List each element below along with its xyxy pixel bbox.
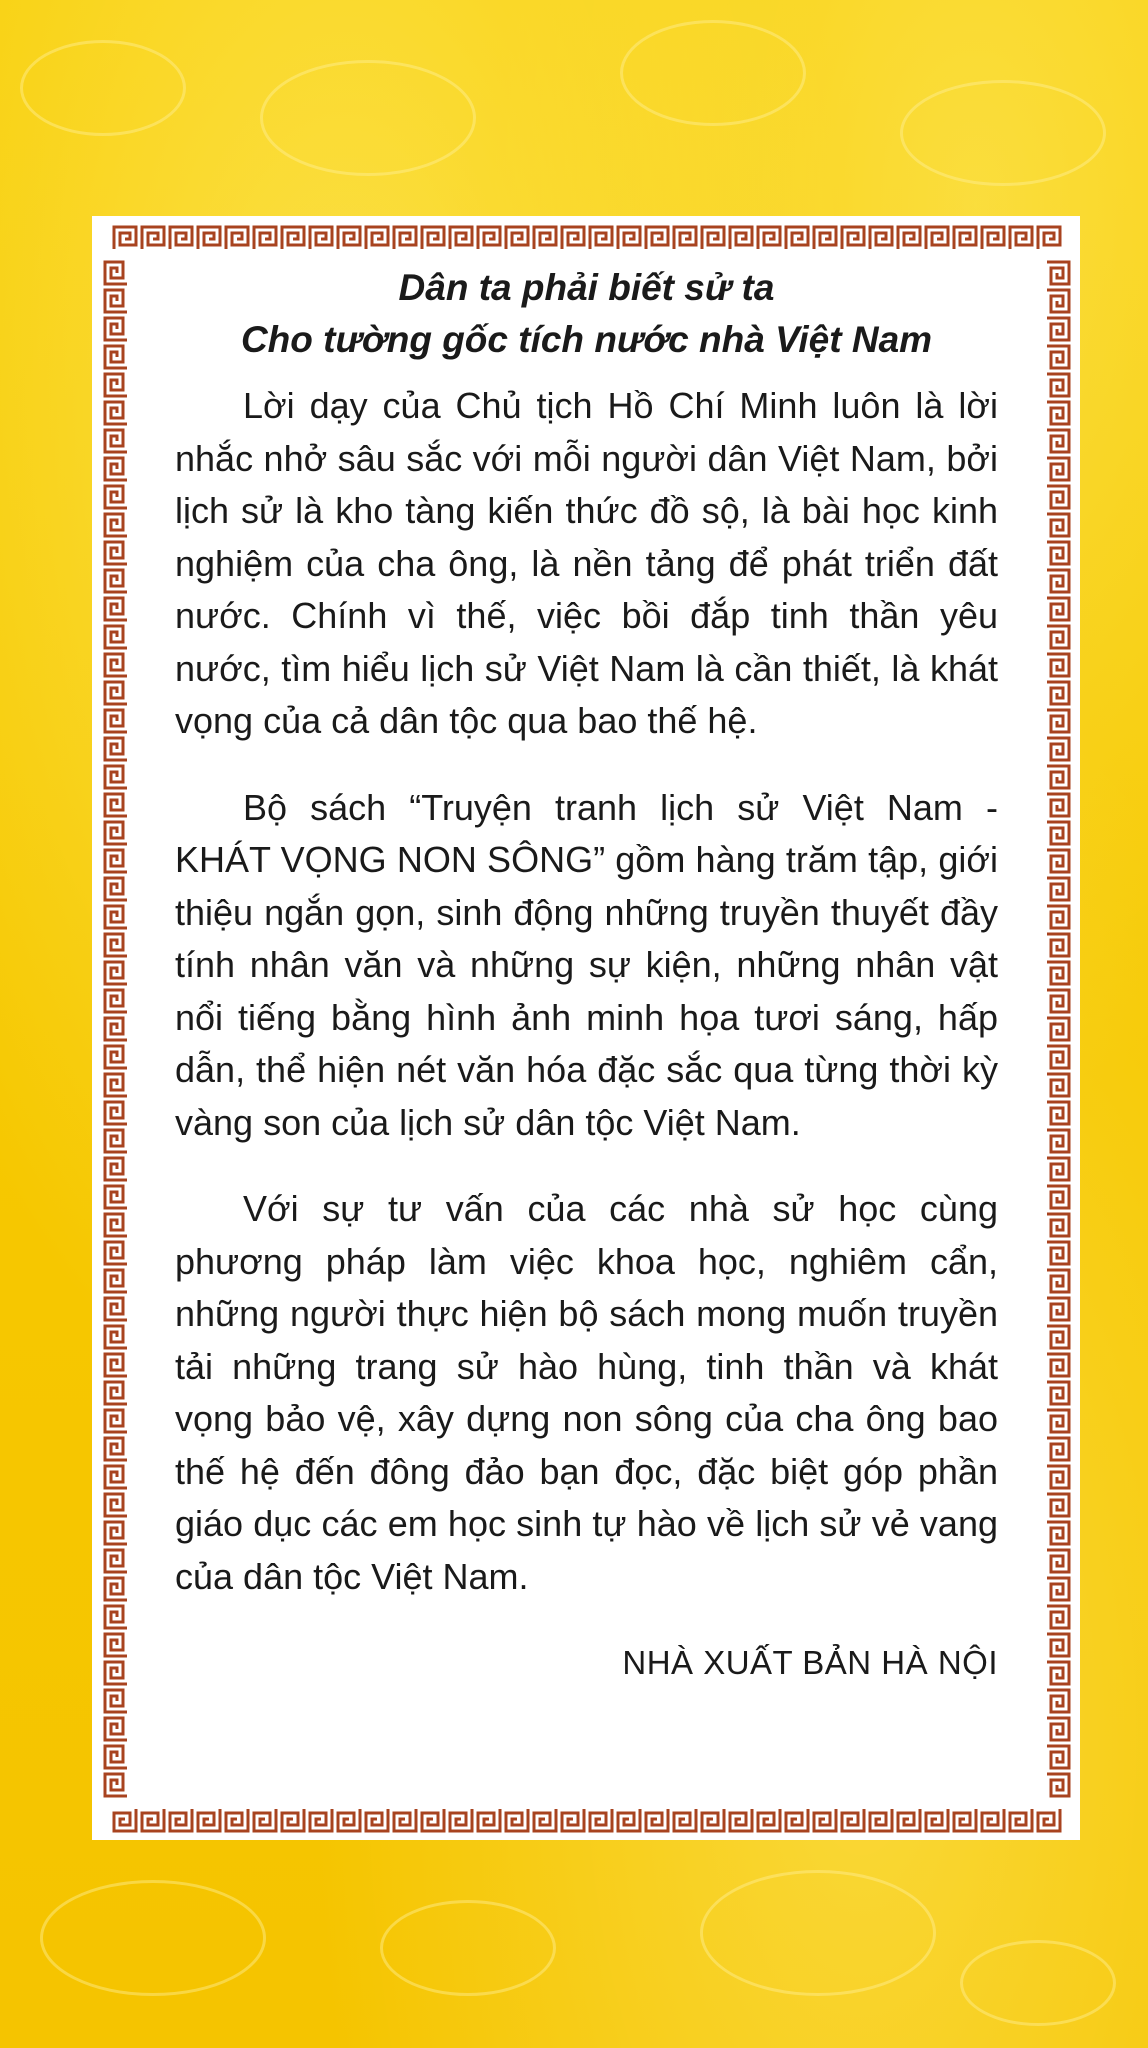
title-line-2: Cho tường gốc tích nước nhà Việt Nam: [240, 319, 933, 360]
title-line-1: Dân ta phải biết sử ta: [398, 267, 775, 308]
paragraph-1: Lời dạy của Chủ tịch Hồ Chí Minh luôn là lời nhắc nhở sâu sắc với mỗi người dân Việt Nam, bởi lịch sử là kho tàng kiến thức đồ sộ, là bài học kinh nghiệm của cha ông, là nền tảng để phát triển đất nước. Chính vì thế, việc bồi đắp tinh thần yêu nước, tìm hiểu lịch sử Việt Nam là cần thiết, là khát vọng của cả dân tộc qua bao thế hệ.: [175, 385, 998, 741]
paragraph-3: Với sự tư vấn của các nhà sử học cùng phương pháp làm việc khoa học, nghiêm cẩn, những người thực hiện bộ sách mong muốn truyền tải những trang sử hào hùng, tinh thần và khát vọng bảo vệ, xây dựng non sông của cha ông bao thế hệ đến đông đảo bạn đọc, đặc biệt góp phần giáo dục các em học sinh tự hào về lịch sử vẻ vang của dân tộc Việt Nam.: [175, 1188, 998, 1597]
title-verse: [175, 262, 998, 366]
publisher-signature: NHÀ XUẤT BẢN HÀ NỘI: [622, 1644, 998, 1681]
document-body: [175, 262, 998, 1689]
paragraph-2: Bộ sách “Truyện tranh lịch sử Việt Nam - KHÁT VỌNG NON SÔNG” gồm hàng trăm tập, giới thiệu ngắn gọn, sinh động những truyền thuyết đầy tính nhân văn và những sự kiện, những nhân vật nổi tiếng bằng hình ảnh minh họa tươi sáng, hấp dẫn, thể hiện nét văn hóa đặc sắc qua từng thời kỳ vàng son của lịch sử dân tộc Việt Nam.: [175, 786, 998, 1143]
